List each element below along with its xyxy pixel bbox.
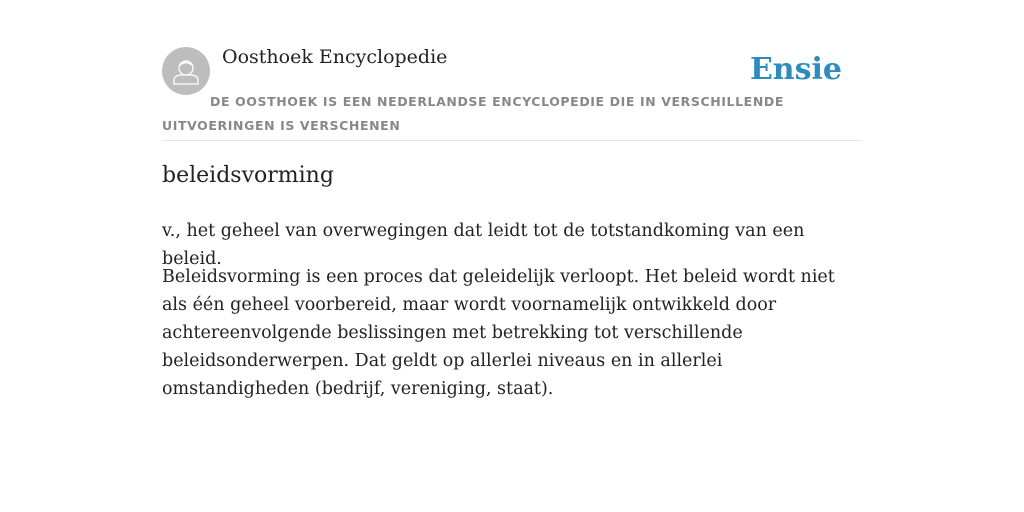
source-name-link[interactable]: Oosthoek Encyclopedie (222, 46, 448, 68)
entry-body: Beleidsvorming is een proces dat geleidelijk verloopt. Het beleid wordt niet als één geheel voorbereid, maar wordt voornamelijk ontwikkeld door achtereenvolgende beslissingen met betrekking tot verschillende beleidsonderwerpen. Dat geldt op allerlei niveaus en in allerlei omstandigheden (bedrijf, vereniging, staat). (162, 267, 835, 399)
ensie-logo[interactable]: Ensie (749, 52, 842, 87)
source-tagline: DE OOSTHOEK IS EEN NEDERLANDSE ENCYCLOPEDIE DIE IN VERSCHILLENDE UITVOERINGEN IS VERSCHENEN (162, 94, 784, 133)
entry-title: beleidsvorming (162, 163, 334, 188)
avatar[interactable] (162, 47, 210, 95)
user-silhouette-icon (162, 47, 210, 95)
entry-definition: v., het geheel van overwegingen dat leidt tot de totstandkoming van een beleid. (162, 221, 805, 269)
source-header (162, 0, 862, 141)
page-container (162, 0, 862, 399)
